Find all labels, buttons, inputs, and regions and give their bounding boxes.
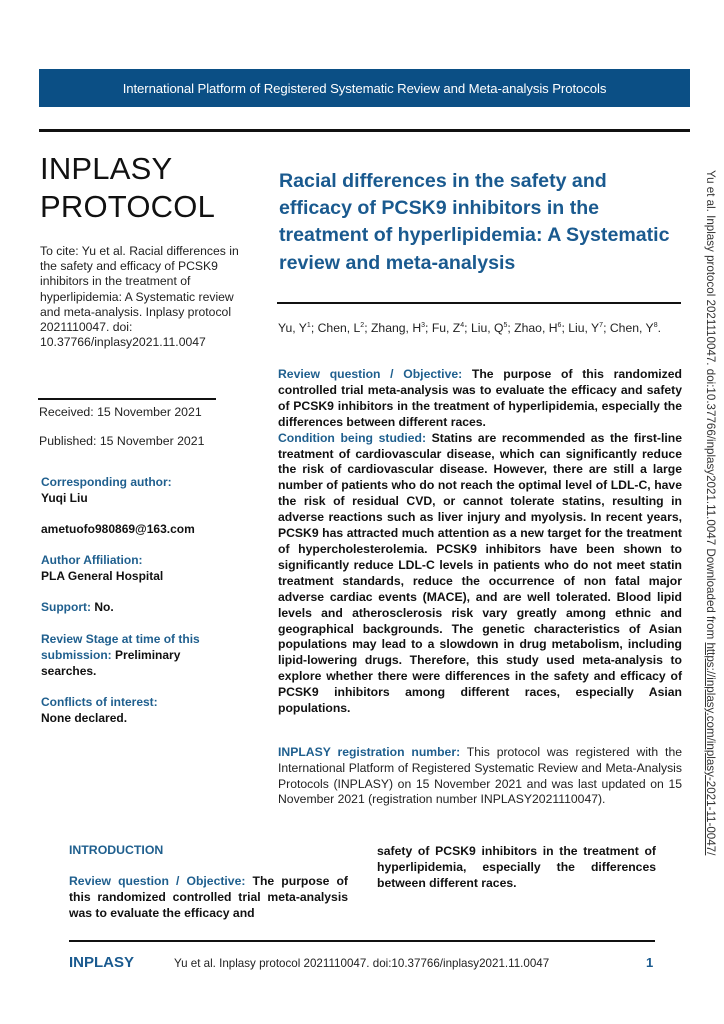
condition-paragraph <box>278 431 682 717</box>
abstract <box>278 367 682 717</box>
header-banner <box>39 69 690 107</box>
support-value: No. <box>94 600 114 614</box>
author: Liu, $Q^5$; <box>470 321 515 335</box>
received-date: Received: 15 November 2021 <box>39 405 202 419</box>
brand-line-1: INPLASY <box>40 151 173 186</box>
affiliation-value: PLA General Hospital <box>41 568 164 583</box>
side-download-note <box>701 170 717 910</box>
review-stage <box>41 632 231 679</box>
intro-objective-label: Review question / Objective: <box>69 874 246 888</box>
objective-paragraph <box>278 367 682 431</box>
introduction-right-column: safety of PCSK9 inhibitors in the treatment of hyperlipidemia, especially the differences between different races. <box>377 844 656 890</box>
download-link[interactable]: https://inplasy.com/inplasy-2021-11-0047/ <box>704 642 717 856</box>
author: Liu, $Y^7$; <box>568 321 610 335</box>
author-list <box>278 318 682 337</box>
registration-label: INPLASY registration number: <box>278 745 461 759</box>
registration-paragraph <box>278 745 682 808</box>
corresponding-author <box>41 475 231 507</box>
footer-citation: Yu et al. Inplasy protocol 2021110047. doi:10.37766/inplasy2021.11.0047 <box>174 957 550 970</box>
conflicts-value: None declared. <box>41 710 128 725</box>
left-divider <box>38 398 216 400</box>
affiliation-label: Author Affiliation: <box>41 553 143 567</box>
condition-label: Condition being studied: <box>278 430 427 445</box>
brand-title <box>40 150 215 226</box>
footer-brand: INPLASY <box>69 954 135 971</box>
brand-line-2: PROTOCOL <box>40 189 216 224</box>
review-stage-value: Preliminary searches. <box>41 647 181 678</box>
review-stage-label: Review Stage at time of this submission: <box>41 632 200 662</box>
author: Chen, $L^2$; <box>317 321 371 335</box>
banner-text: International Platform of Registered Systematic Review and Meta-analysis Protocols <box>122 80 607 96</box>
conflicts-of-interest <box>41 695 231 727</box>
paper-title: Racial differences in the safety and efficacy of PCSK9 inhibitors in the treatment of hyperlipidemia: A Systematic review and meta-analysis <box>279 170 670 274</box>
corresponding-author-label: Corresponding author: <box>41 475 172 489</box>
title-divider <box>277 302 681 304</box>
author: Yu, $Y^1$; <box>278 321 318 335</box>
citation-text: To cite: Yu et al. Racial differences in the safety and efficacy of PCSK9 inhibitors in the treatment of hyperlipidemia: A Systematic review and meta-analysis. Inplasy protocol 2021110047. doi: 10.37766/inplasy2021.11.0047 <box>40 244 239 350</box>
author: Fu, $Z^4$; <box>431 321 471 335</box>
author: Zhao, $H^6$; <box>514 321 569 335</box>
condition-text: Statins are recommended as the first-line treatment of cardiovascular disease, which can significantly reduce the risk of cardiovascular disease. However, there are still a large number of patients who do not reach the optimal level of LDL-C, have the risk of residual CVD, or cannot tolerate statins, resulting in adverse reactions such as liver injury and myolysis. In recent years, PCSK9 has attracted much attention as a new target for the treatment of hypercholesterolemia. PCSK9 inhibitors have been shown to significantly reduce LDL-C levels in patients who do not meet statin treatment standards, reduce the occurrence of non fatal major adverse cardiac events (MACE), and are well tolerated. Blood lipid levels and atherosclerosis risk vary greatly among ethnic and geographical backgrounds. The genetic characteristics of Asian populations may lead to a slowdown in drug metabolism, including lipid-lowering drugs. Therefore, this study used meta-analysis to explore whether there were differences in the safety and efficacy of PCSK9 inhibitors among different races, especially Asian populations. <box>278 430 682 716</box>
support-label: Support: <box>41 600 91 614</box>
published-date: Published: 15 November 2021 <box>39 434 205 448</box>
objective-text: The purpose of this randomized controlled trial meta-analysis was to evaluate the efficacy and safety of PCSK9 inhibitors in the treatment of hyperlipidemia, especially the differences between different races. <box>278 367 682 429</box>
intro-objective-text: The purpose of this randomized controlled trial meta-analysis was to evaluate the efficacy and <box>69 874 348 920</box>
page-number: 1 <box>646 955 654 970</box>
author: Zhang, $H^3$; <box>370 321 432 335</box>
introduction-left-column <box>69 873 348 921</box>
corresponding-author-name: Yuqi Liu <box>41 490 88 505</box>
side-note-text: Yu et al. Inplasy protocol 2021110047. doi:10.37766/inplasy2021.11.0047 Downloaded from <box>704 170 717 643</box>
conflicts-label: Conflicts of interest: <box>41 695 158 709</box>
objective-label: Review question / Objective: <box>278 367 463 381</box>
top-divider <box>39 129 690 132</box>
support <box>41 600 231 616</box>
registration-text: This protocol was registered with the International Platform of Registered Systematic Review and Meta-Analysis Protocols (INPLASY) on 15 November 2021 and was last updated on 15 November 2021 (registration number INPLASY2021110047). <box>278 745 682 807</box>
author-email[interactable]: ametuofo980869@163.com <box>41 522 195 536</box>
author: Chen, $Y^8$. <box>609 321 661 335</box>
footer-divider <box>69 940 655 942</box>
introduction-heading: INTRODUCTION <box>69 843 164 857</box>
author-affiliation <box>41 553 231 585</box>
